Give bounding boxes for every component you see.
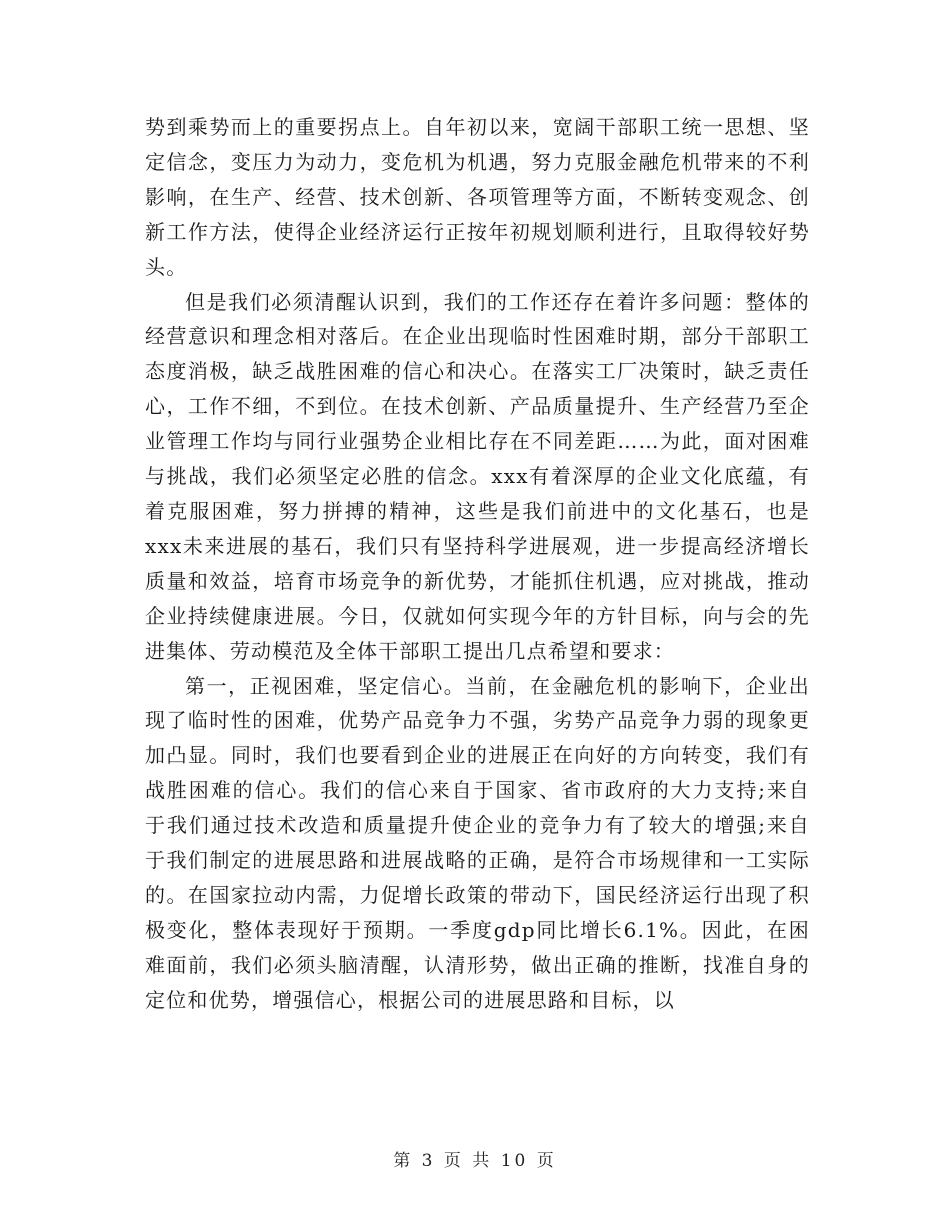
page-footer: 第 3 页 共 10 页 bbox=[393, 1151, 557, 1171]
paragraph-1: 势到乘势而上的重要拐点上。自年初以来，宽阔干部职工统一思想、坚定信念，变压力为动力，变危机为机遇，努力克服金融危机带来的不利影响，在生产、经营、技术创新、各项管理等方面，不断转变观念、创新工作方法，使得企业经济运行正按年初规划顺利进行，且取得较好势头。 bbox=[145, 115, 810, 279]
paragraph-3: 第一，正视困难，坚定信心。当前，在金融危机的影响下，企业出现了临时性的困难，优势产品竞争力不强，劣势产品竞争力弱的现象更加凸显。同时，我们也要看到企业的进展正在向好的方向转变，我们有战胜困难的信心。我们的信心来自于国家、省市政府的大力支持;来自于我们通过技术改造和质量提升使企业的竞争力有了较大的增强;来自于我们制定的进展思路和进展战略的正确，是符合市场规律和一工实际的。在国家拉动内需，力促增长政策的带动下，国民经济运行出现了积极变化，整体表现好于预期。一季度gdp同比增长6.1%。因此，在困难面前，我们必须头脑清醒，认清形势，做出正确的推断，找准自身的定位和优势，增强信心，根据公司的进展思路和目标，以 bbox=[145, 673, 810, 1012]
document-body bbox=[145, 110, 810, 1018]
paragraph-2: 但是我们必须清醒认识到，我们的工作还存在着许多问题：整体的经营意识和理念相对落后。在企业出现临时性困难时期，部分干部职工态度消极，缺乏战胜困难的信心和决心。在落实工厂决策时，缺乏责任心，工作不细，不到位。在技术创新、产品质量提升、生产经营乃至企业管理工作均与同行业强势企业相比存在不同差距……为此，面对困难与挑战，我们必须坚定必胜的信念。xxx有着深厚的企业文化底蕴，有着克服困难，努力拼搏的精神，这些是我们前进中的文化基石，也是xxx未来进展的基石，我们只有坚持科学进展观，进一步提高经济增长质量和效益，培育市场竞争的新优势，才能抓住机遇，应对挑战，推动企业持续健康进展。今日，仅就如何实现今年的方针目标，向与会的先进集体、劳动模范及全体干部职工提出几点希望和要求： bbox=[145, 289, 810, 663]
